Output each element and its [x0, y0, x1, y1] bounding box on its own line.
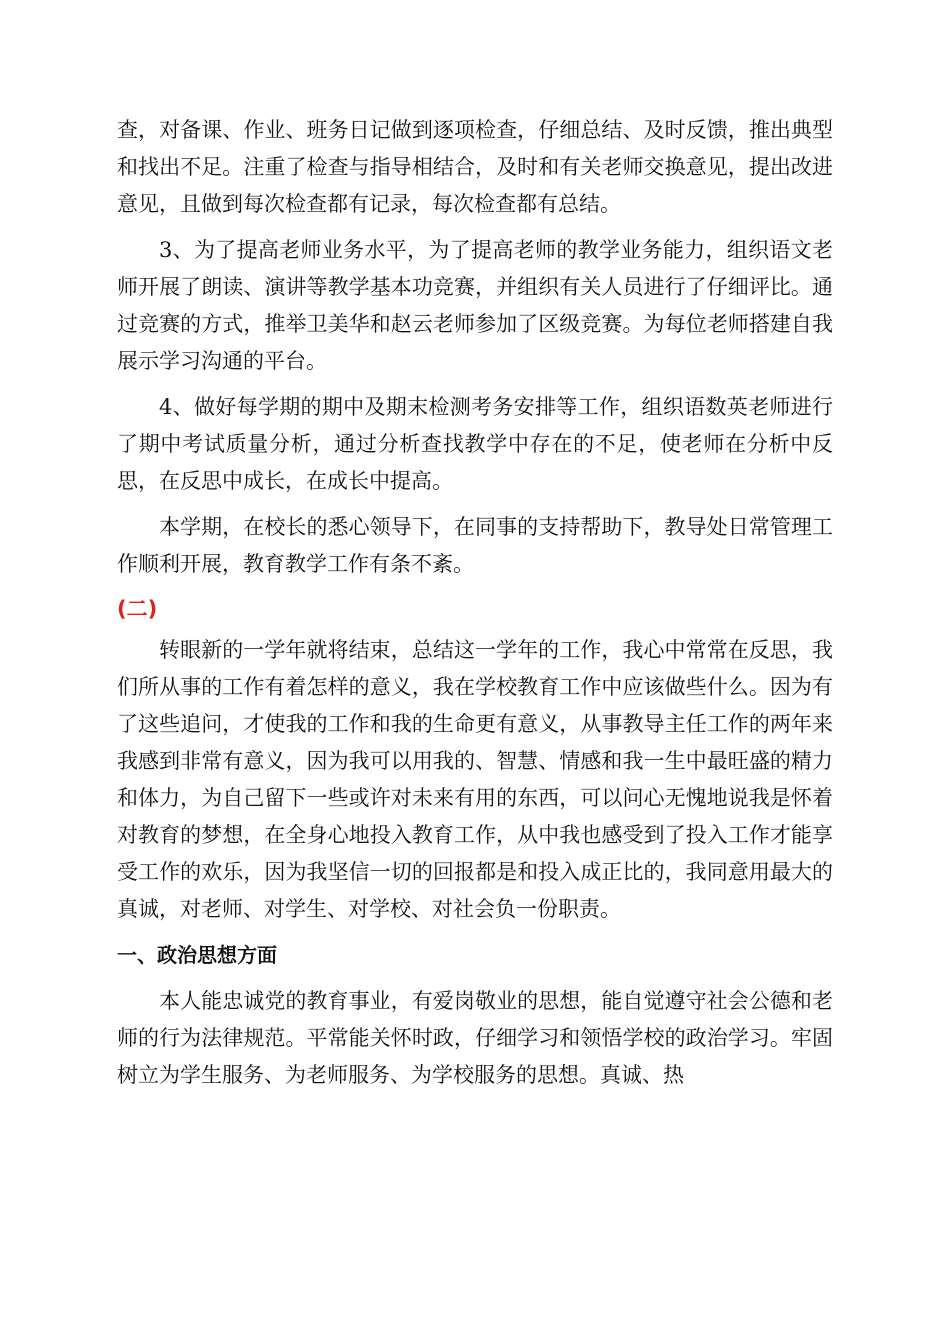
paragraph-exam-analysis: 4、做好每学期的期中及期末检测考务安排等工作，组织语数英老师进行了期中考试质量分析，通过分析查找教学中存在的不足，使老师在分析中反思，在反思中成长，在成长中提高。	[117, 395, 833, 493]
paragraph-semester-summary: 本学期，在校长的悉心领导下，在同事的支持帮助下，教导处日常管理工作顺利开展，教育教学工作有条不紊。	[117, 515, 833, 576]
paragraph-inspection: 查，对备课、作业、班务日记做到逐项检查，仔细总结、及时反馈，推出典型和找出不足。注重了检查与指导相结合，及时和有关老师交换意见，提出改进意见，且做到每次检查都有记录，每次检查都有总结。	[117, 118, 833, 216]
paragraph-politics: 本人能忠诚党的教育事业，有爱岗敬业的思想，能自觉遵守社会公德和老师的行为法律规范。平常能关怀时政，仔细学习和领悟学校的政治学习。牢固树立为学生服务、为老师服务、为学校服务的思想。真诚、热	[117, 989, 833, 1087]
paragraph-teacher-competition: 3、为了提高老师业务水平，为了提高老师的教学业务能力，组织语文老师开展了朗读、演讲等教学基本功竞赛，并组织有关人员进行了仔细评比。通过竞赛的方式，推举卫美华和赵云老师参加了区级竞赛。为每位老师搭建自我展示学习沟通的平台。	[117, 238, 833, 373]
section-number-two: (二)	[117, 597, 158, 621]
document-page	[117, 112, 833, 1103]
section-heading-politics: 一、政治思想方面	[117, 943, 277, 967]
paragraph-year-reflection: 转眼新的一学年就将结束，总结这一学年的工作，我心中常常在反思，我们所从事的工作有着怎样的意义，我在学校教育工作中应该做些什么。因为有了这些追问，才使我的工作和我的生命更有意义，从事教导主任工作的两年来我感到非常有意义，因为我可以用我的、智慧、情感和我一生中最旺盛的精力和体力，为自己留下一些或许对未来有用的东西，可以问心无愧地说我是怀着对教育的梦想，在全身心地投入教育工作，从中我也感受到了投入工作才能享受工作的欢乐，因为我坚信一切的回报都是和投入成正比的，我同意用最大的真诚，对老师、对学生、对学校、对社会负一份职责。	[117, 638, 833, 921]
